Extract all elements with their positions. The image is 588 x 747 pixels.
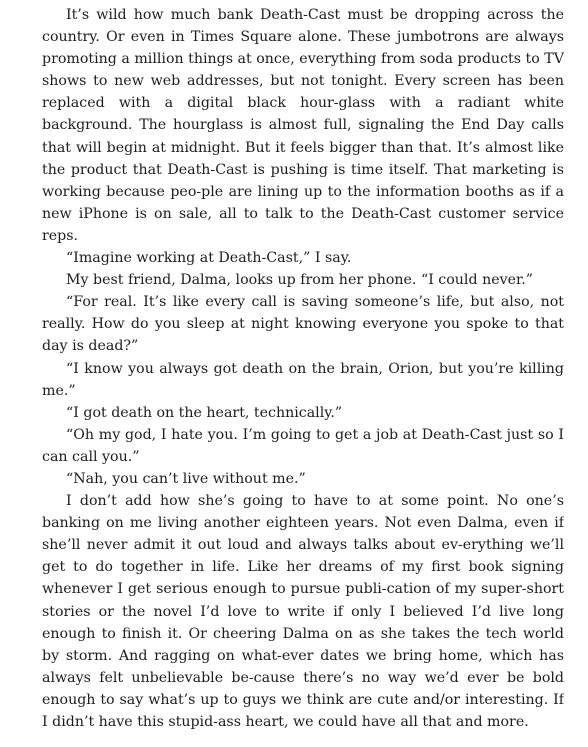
paragraph-dont-add: I don’t add how she’s going to have to at some point. No one’s banking on me living another eighteen years. Not even Dalma, even if she’ll never admit it out loud and always talks about ev-erything we’ll get to do together in life. Like her dreams of my first book signing whenever I get serious enough to pursue publi-cation of my super-short stories or the novel I’d love to write if only I believed I’d live long enough to finish it. Or cheering Dalma on as she takes the tech world by storm. And ragging on what-ever dates we bring home, which has always felt unbelievable be-cause there’s no way we’d ever be bold enough to say what’s up to guys we think are cute and/or interesting. If I didn’t have this stupid-ass heart, we could have all that and more. (42, 493, 564, 730)
paragraph-hate-you: “Oh my god, I hate you. I’m going to get a job at Death-Cast just so I can call you.” (42, 426, 564, 465)
paragraph-death-on-brain: “I know you always got death on the brain, Orion, but you’re killing me.” (42, 360, 564, 399)
paragraph-best-friend: My best friend, Dalma, looks up from her phone. “I could never.” (66, 272, 533, 289)
paragraph-imagine-working: “Imagine working at Death-Cast,” I say. (66, 250, 352, 267)
book-page (42, 0, 564, 747)
paragraph-cant-live: “Nah, you can’t live without me.” (66, 470, 306, 487)
paragraph-jumbotrons: It’s wild how much bank Death-Cast must be dropping across the country. Or even in Times Square alone. These jumbotrons are always promoting a million things at once, everything from soda products to TV shows to new web addresses, but not tonight. Every screen has been replaced with a digital black hour-glass with a radiant white background. The hourglass is almost full, signaling the End Day calls that will begin at midnight. But it feels bigger than that. It’s almost like the product that Death-Cast is pushing is time itself. That marketing is working because peo-ple are lining up to the information booths as if a new iPhone is on sale, all to talk to the Death-Cast customer service reps. (42, 7, 564, 244)
paragraph-death-on-heart: “I got death on the heart, technically.” (66, 404, 343, 421)
paragraph-for-real: “For real. It’s like every call is saving someone’s life, but also, not really. How do you sleep at night knowing everyone you spoke to that day is dead?” (42, 294, 564, 355)
